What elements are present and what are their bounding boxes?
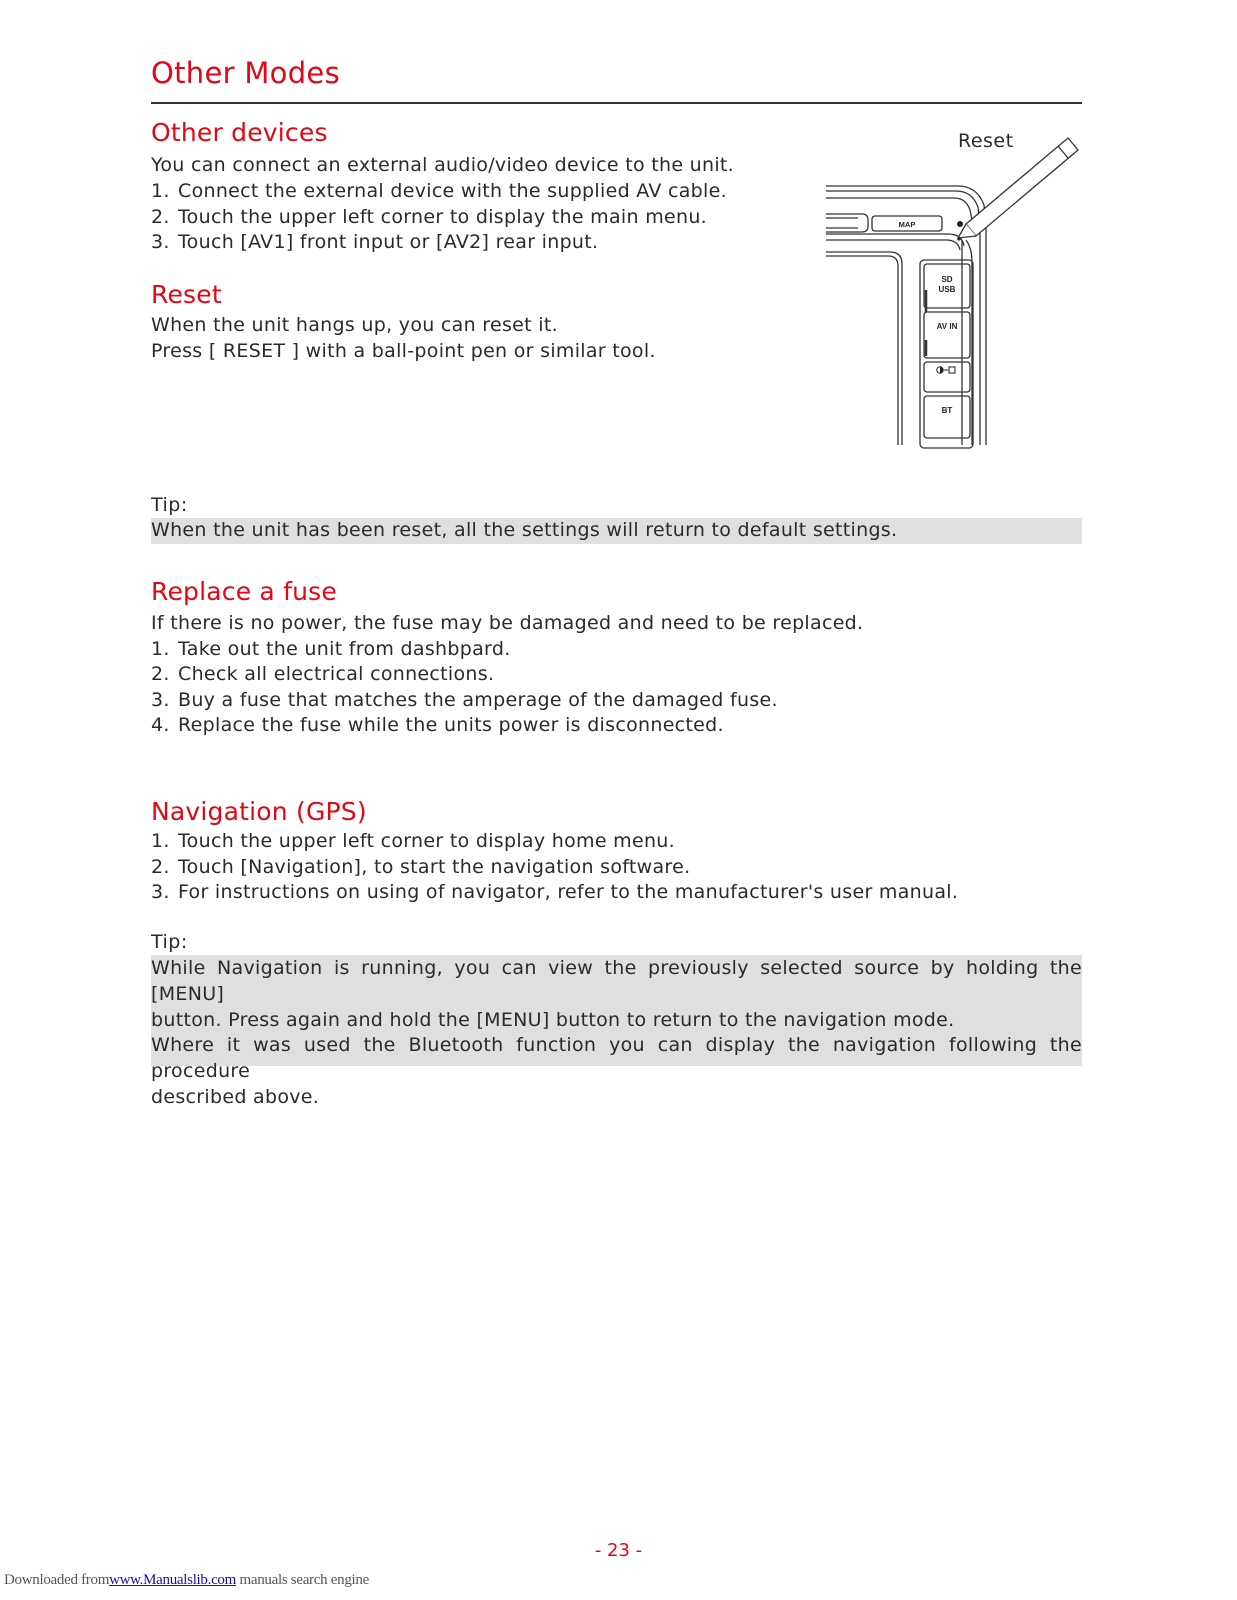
list-item [151, 880, 958, 905]
other-devices-intro: You can connect an external audio/video device to the unit. [151, 154, 735, 176]
heading-navigation: Navigation (GPS) [151, 797, 367, 826]
list-number: 1. [151, 180, 170, 202]
list-item [151, 662, 494, 687]
list-number: 3. [151, 689, 170, 711]
sd-button-label: SD [941, 275, 953, 284]
list-number: 2. [151, 663, 170, 685]
page-title: Other Modes [151, 56, 340, 90]
list-text: Touch [AV1] front input or [AV2] rear input. [178, 231, 599, 253]
tip-label: Tip: [151, 494, 188, 516]
reset-tip-box [151, 518, 1082, 544]
display-mode-icon [937, 367, 955, 373]
navigation-tip-line: button. Press again and hold the [MENU] button to return to the navigation mode. [151, 1008, 955, 1031]
reset-callout-label: Reset [958, 130, 1014, 152]
fuse-intro: If there is no power, the fuse may be damaged and need to be replaced. [151, 612, 864, 634]
list-text: Touch the upper left corner to display the main menu. [178, 206, 708, 228]
navigation-tip-line: While Navigation is running, you can view the previously selected source by holding the [MENU] [151, 957, 1082, 1005]
download-suffix: manuals search engine [236, 1572, 369, 1588]
page-number: - 23 - [594, 1540, 643, 1561]
navigation-tip-line: described above. [151, 1085, 320, 1108]
list-text: Replace the fuse while the units power is disconnected. [178, 714, 724, 736]
heading-other-devices: Other devices [151, 118, 328, 147]
list-text: Touch the upper left corner to display home menu. [178, 830, 675, 852]
manualslib-link[interactable]: www.Manualslib.com [109, 1572, 237, 1588]
list-item [151, 179, 727, 204]
heading-replace-fuse: Replace a fuse [151, 577, 337, 606]
bt-button-label: BT [941, 406, 953, 415]
list-number: 3. [151, 231, 170, 253]
list-item [151, 230, 598, 255]
list-text: Take out the unit from dashbpard. [178, 638, 511, 660]
list-item [151, 829, 675, 854]
list-number: 2. [151, 856, 170, 878]
list-number: 3. [151, 881, 170, 903]
list-item [151, 855, 690, 880]
usb-button-label: USB [938, 285, 956, 294]
map-button-label: MAP [898, 220, 916, 229]
list-text: Check all electrical connections. [178, 663, 495, 685]
reset-tip-text: When the unit has been reset, all the settings will return to default settings. [151, 519, 898, 541]
navigation-tip-box [151, 955, 1082, 1108]
list-item [151, 637, 511, 662]
download-prefix: Downloaded from [4, 1572, 110, 1588]
reset-line-1: When the unit hangs up, you can reset it. [151, 314, 558, 336]
list-text: Connect the external device with the supplied AV cable. [178, 180, 727, 202]
list-item [151, 205, 707, 230]
list-number: 2. [151, 206, 170, 228]
list-number: 4. [151, 714, 170, 736]
list-item [151, 713, 724, 738]
list-number: 1. [151, 830, 170, 852]
tip-label: Tip: [151, 931, 188, 953]
list-text: For instructions on using of navigator, refer to the manufacturer's user manual. [178, 881, 959, 903]
heading-reset: Reset [151, 280, 222, 309]
download-footer [4, 1572, 369, 1589]
navigation-tip-line: Where it was used the Bluetooth function you can display the navigation following the procedure [151, 1034, 1082, 1083]
list-text: Touch [Navigation], to start the navigation software. [178, 856, 691, 878]
list-number: 1. [151, 638, 170, 660]
list-item [151, 688, 778, 713]
av-in-button-label: AV IN [936, 322, 958, 331]
car-unit-diagram [824, 135, 1084, 450]
reset-line-2: Press [ RESET ] with a ball-point pen or similar tool. [151, 340, 656, 362]
title-divider [151, 102, 1082, 104]
list-text: Buy a fuse that matches the amperage of the damaged fuse. [178, 689, 778, 711]
